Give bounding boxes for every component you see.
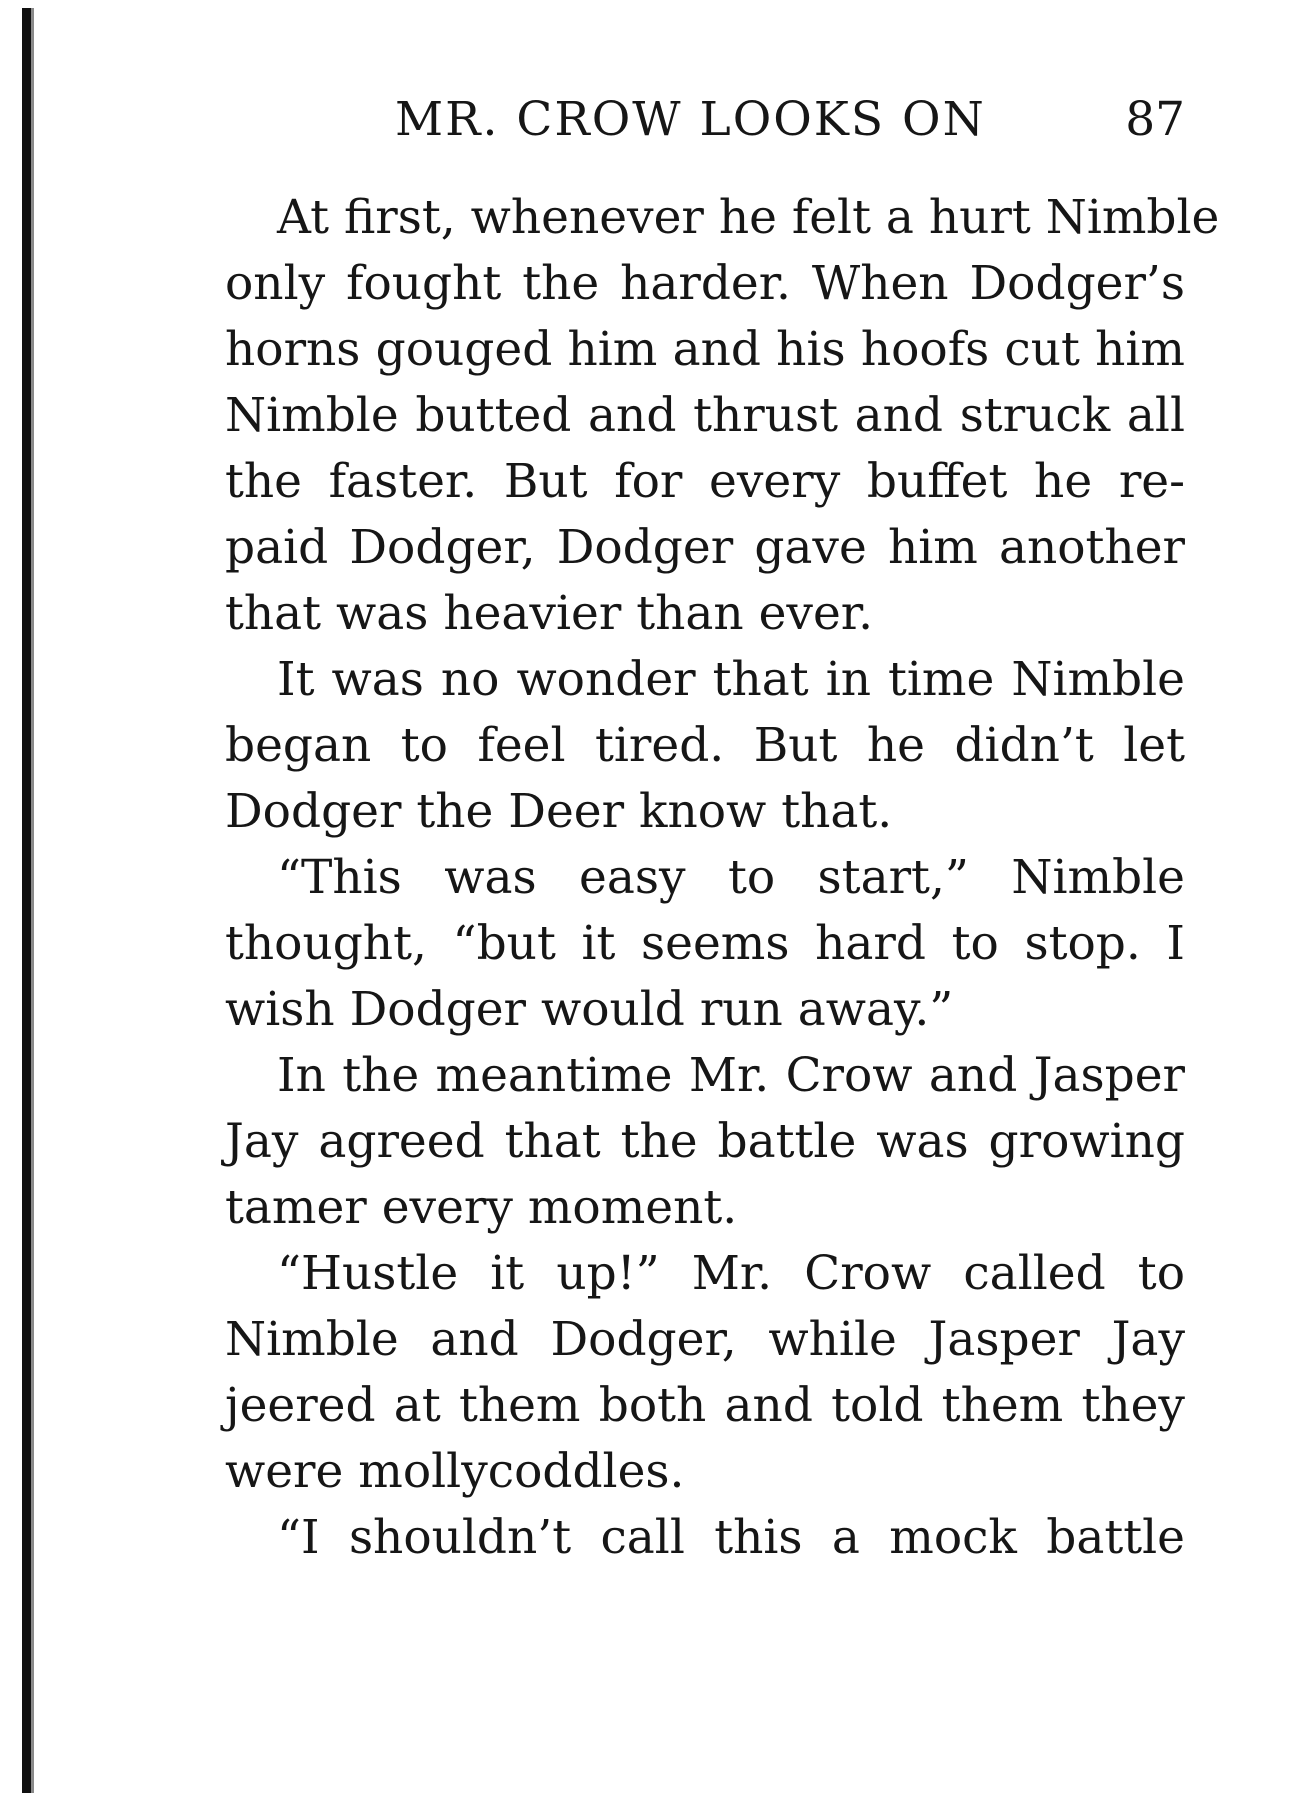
running-title: MR. CROW LOOKS ON	[395, 92, 986, 147]
binding-edge	[22, 8, 31, 1793]
text-line: paid Dodger, Dodger gave him another	[225, 520, 1185, 575]
text-line: Nimble butted and thrust and struck all	[225, 388, 1185, 443]
body-text	[225, 185, 1220, 1571]
text-line: were mollycoddles.	[225, 1444, 685, 1499]
text-line: horns gouged him and his hoofs cut him	[225, 322, 1185, 377]
text-line: Jay agreed that the battle was growing	[225, 1114, 1185, 1169]
text-line: At first, whenever he felt a hurt Nimble	[277, 190, 1220, 245]
text-line: thought, “but it seems hard to stop. I	[225, 916, 1185, 971]
text-line: wish Dodger would run away.”	[225, 982, 954, 1037]
text-line: the faster. But for every buffet he re-	[225, 454, 1185, 509]
running-head	[225, 92, 1185, 152]
text-line: Nimble and Dodger, while Jasper Jay	[225, 1312, 1185, 1367]
text-line: It was no wonder that in time Nimble	[277, 652, 1185, 707]
text-line: began to feel tired. But he didn’t let	[225, 718, 1185, 773]
text-line: “I shouldn’t call this a mock battle	[277, 1510, 1185, 1565]
text-line: Dodger the Deer know that.	[225, 784, 893, 839]
text-line: “This was easy to start,” Nimble	[277, 850, 1185, 905]
text-line: only fought the harder. When Dodger’s	[225, 256, 1185, 311]
page-number: 87	[1125, 92, 1185, 147]
text-line: In the meantime Mr. Crow and Jasper	[277, 1048, 1185, 1103]
text-line: tamer every moment.	[225, 1180, 738, 1235]
text-line: jeered at them both and told them they	[225, 1378, 1185, 1433]
binding-edge-shadow	[31, 8, 34, 1793]
text-line: that was heavier than ever.	[225, 586, 874, 641]
text-line: “Hustle it up!” Mr. Crow called to	[277, 1246, 1185, 1301]
